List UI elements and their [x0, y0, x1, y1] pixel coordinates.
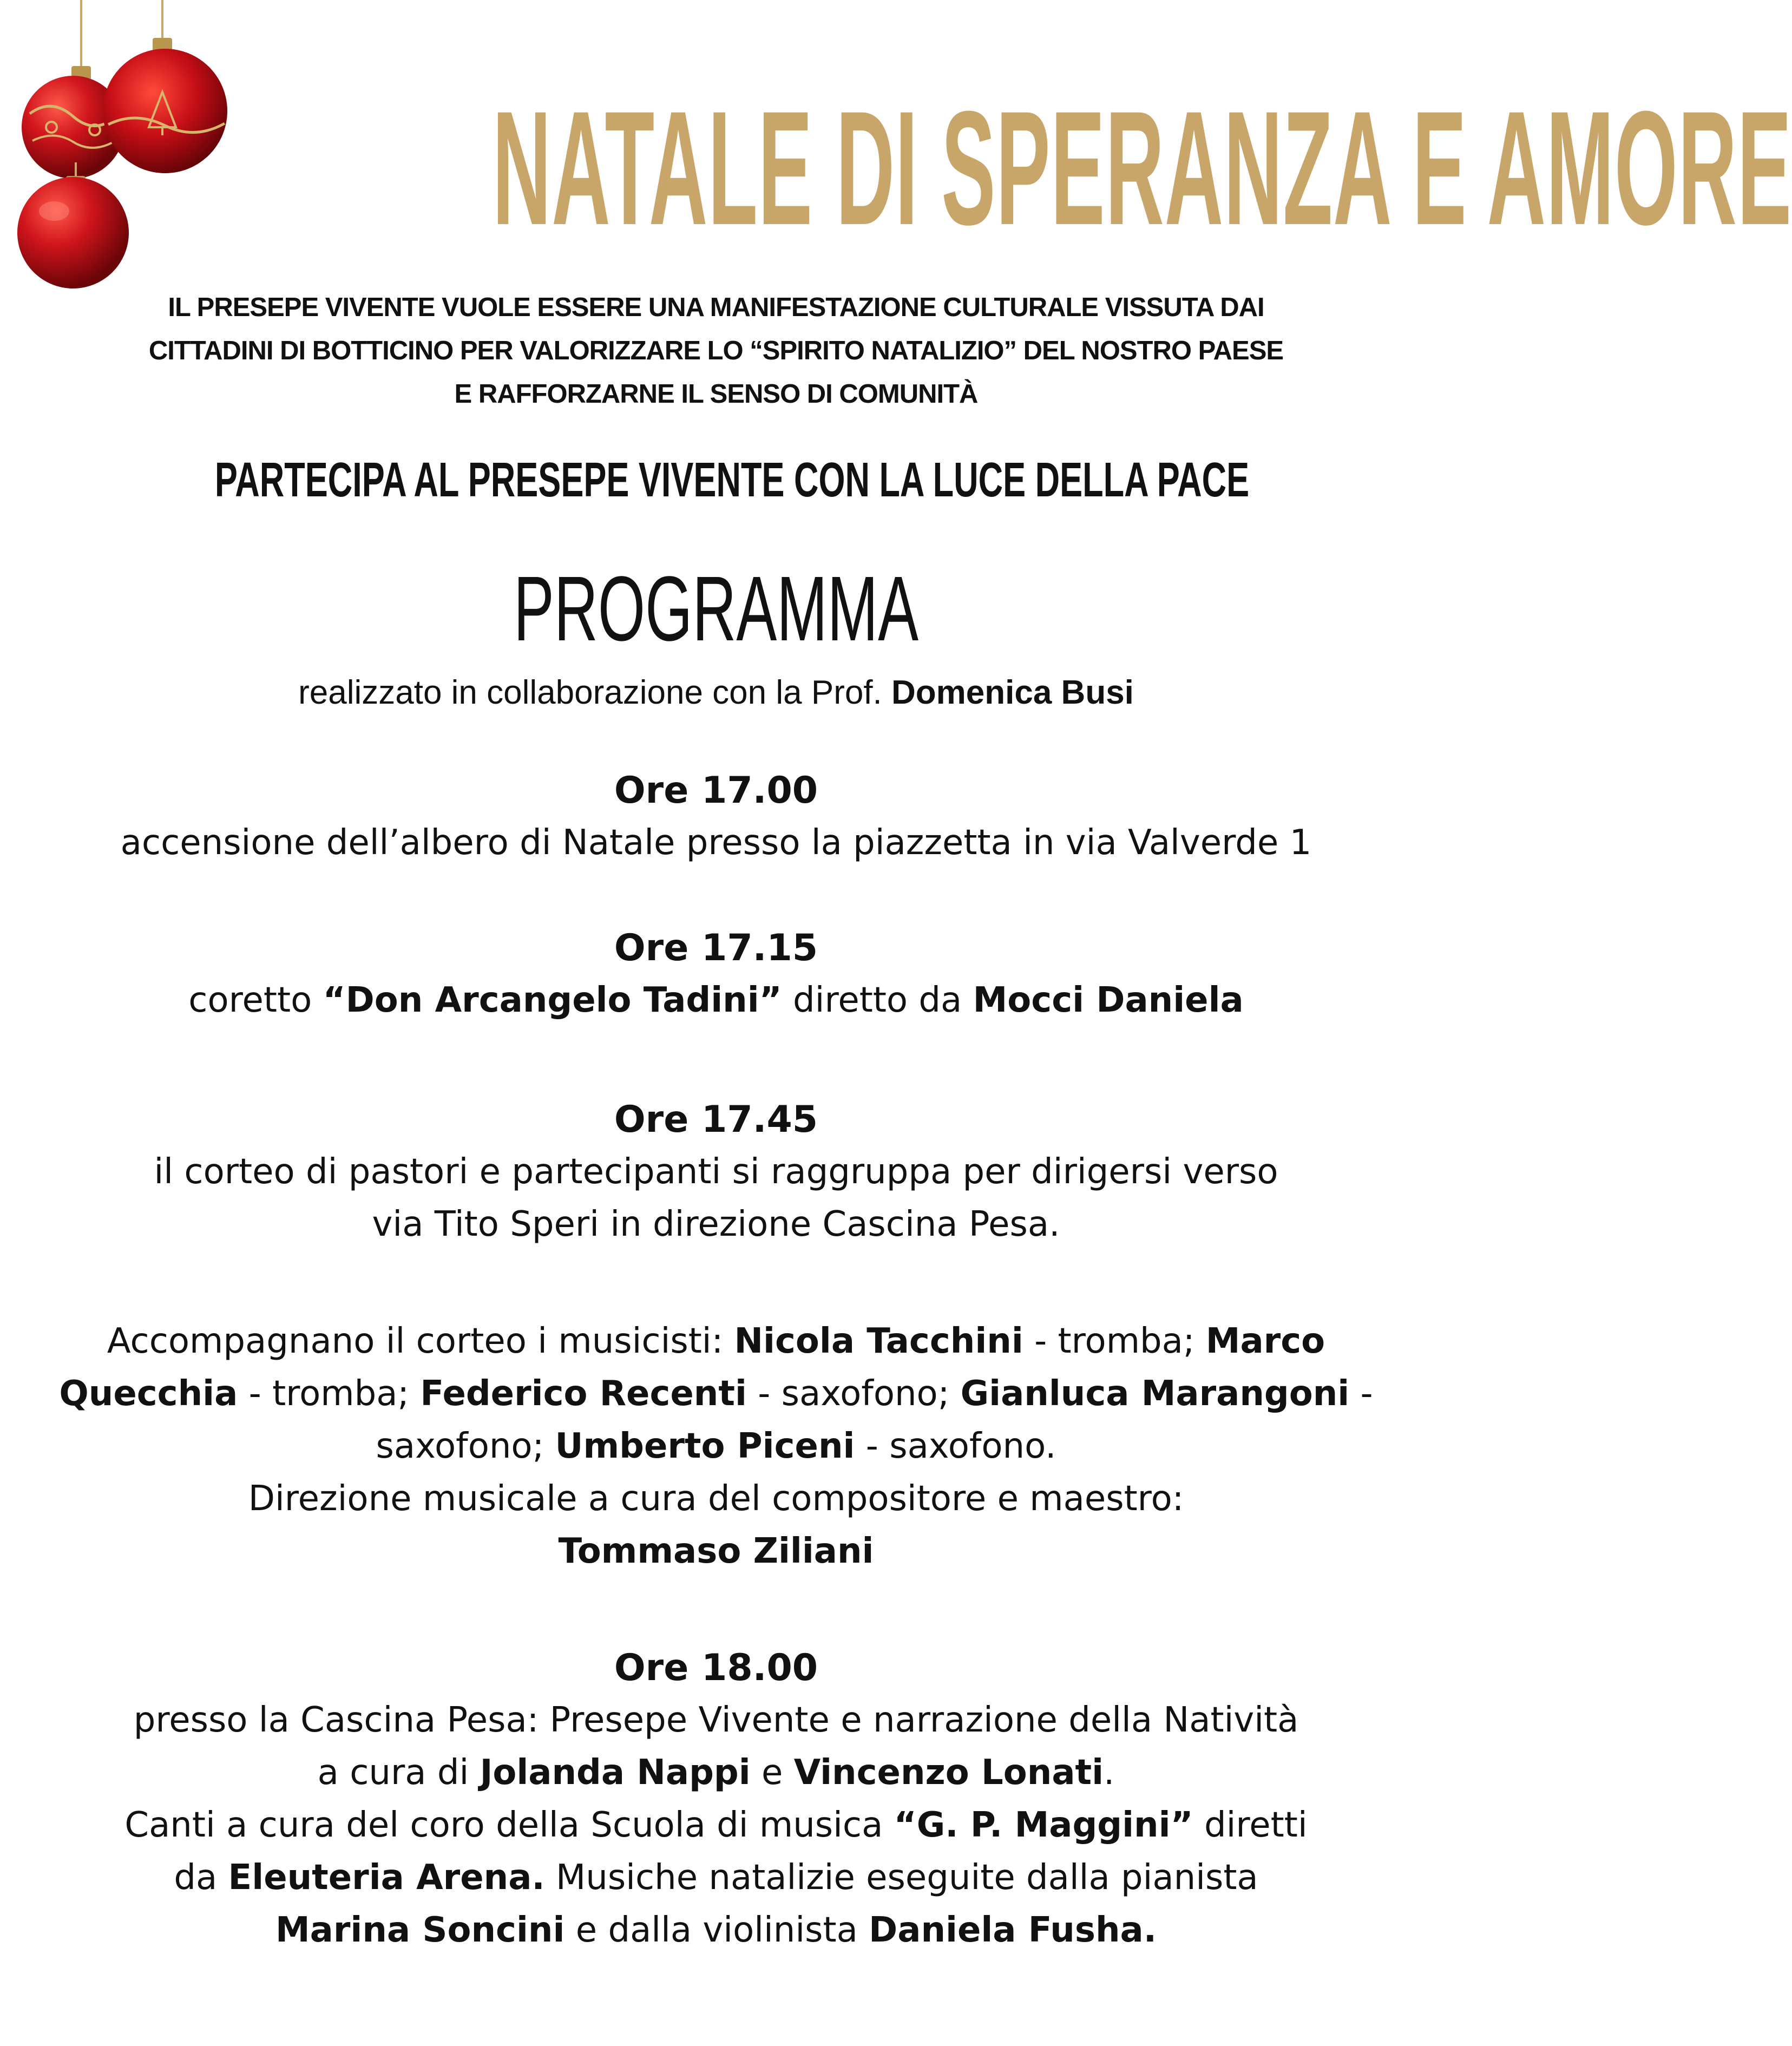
text-span: saxofono; [376, 1426, 555, 1466]
programma-heading: PROGRAMMA [513, 558, 919, 660]
text-span: - saxofono; [746, 1374, 961, 1414]
text-span: Canti a cura del coro della Scuola di musica [124, 1805, 894, 1845]
musicians-line-2 [0, 1368, 1432, 1420]
text-span: - tromba; [1023, 1321, 1206, 1361]
musician-name: Gianluca Marangoni [960, 1374, 1350, 1414]
musicians-paragraph [0, 1315, 1432, 1578]
text-span: coretto [188, 980, 323, 1020]
musician-name: Federico Recenti [420, 1374, 747, 1414]
event-description-line-2: via Tito Speri in direzione Cascina Pesa. [372, 1204, 1060, 1244]
event-time: Ore 17.45 [614, 1098, 818, 1141]
violinist-name: Daniela Fusha. [869, 1910, 1157, 1950]
text-span: diretti [1193, 1805, 1308, 1845]
text-span: - saxofono. [855, 1426, 1056, 1466]
page-title: NATALE DI SPERANZA E AMORE [493, 77, 1792, 259]
collaboration-note [0, 671, 1432, 714]
text-span: Musiche natalizie eseguite dalla pianista [544, 1858, 1258, 1898]
narrator-name: Vincenzo Lonati [793, 1753, 1104, 1793]
collab-name: Domenica Busi [891, 674, 1134, 711]
musician-name: Nicola Tacchini [734, 1321, 1023, 1361]
event-1700 [0, 764, 1432, 869]
partecipa-heading: PARTECIPA AL PRESEPE VIVENTE CON LA LUCE DELLA PACE [214, 453, 1250, 507]
director-name: Mocci Daniela [973, 980, 1244, 1020]
christmas-ornaments-icon [0, 0, 238, 303]
event-description-line-1: presso la Cascina Pesa: Presepe Vivente e narrazione della Natività [133, 1700, 1299, 1740]
event-1800 [0, 1642, 1432, 1957]
intro-line-1: IL PRESEPE VIVENTE VUOLE ESSERE UNA MANIFESTAZIONE CULTURALE VISSUTA DAI [168, 293, 1264, 322]
collab-text: realizzato in collaborazione con la Prof. [298, 674, 892, 711]
intro-line-2: CITTADINI DI BOTTICINO PER VALORIZZARE LO “SPIRITO NATALIZIO” DEL NOSTRO PAESE [148, 336, 1284, 365]
musician-name: Quecchia [59, 1374, 238, 1414]
text-span: e [750, 1753, 794, 1793]
text-span: - [1349, 1374, 1373, 1414]
pianist-name: Marina Soncini [275, 1910, 565, 1950]
text-span: a cura di [317, 1753, 480, 1793]
event-time: Ore 17.15 [614, 927, 818, 969]
musician-name: Umberto Piceni [555, 1426, 855, 1466]
event-description-line-3 [0, 1799, 1432, 1852]
event-description [0, 974, 1432, 1027]
event-1715 [0, 922, 1432, 1027]
choir-director-name: Eleuteria Arena. [228, 1858, 545, 1898]
text-span: da [174, 1858, 228, 1898]
choir-name: “Don Arcangelo Tadini” [323, 980, 782, 1020]
music-direction: Direzione musicale a cura del compositore e maestro: [248, 1479, 1184, 1519]
event-time: Ore 17.00 [614, 769, 818, 812]
event-description-line-1: il corteo di pastori e partecipanti si raggruppa per dirigersi verso [154, 1152, 1278, 1192]
event-time: Ore 18.00 [614, 1647, 818, 1689]
intro-line-3: E RAFFORZARNE IL SENSO DI COMUNITÀ [454, 379, 978, 409]
event-1745 [0, 1093, 1432, 1251]
narrator-name: Jolanda Nappi [480, 1753, 751, 1793]
text-span: . [1104, 1753, 1115, 1793]
text-span: Accompagnano il corteo i musicisti: [107, 1321, 734, 1361]
musicians-line-1 [0, 1315, 1432, 1368]
text-span: diretto da [782, 980, 973, 1020]
director-name: Tommaso Ziliani [558, 1531, 874, 1571]
intro-paragraph [0, 286, 1432, 416]
event-description-line-2 [0, 1747, 1432, 1799]
music-director-name [0, 1525, 1432, 1578]
school-name: “G. P. Maggini” [894, 1805, 1193, 1845]
event-description-line-4 [0, 1852, 1432, 1904]
event-description: accensione dell’albero di Natale presso la piazzetta in via Valverde 1 [120, 823, 1312, 863]
musicians-line-3 [0, 1420, 1432, 1473]
musician-name: Marco [1205, 1321, 1325, 1361]
text-span: - tromba; [238, 1374, 421, 1414]
text-span: e dalla violinista [564, 1910, 869, 1950]
event-description-line-5 [0, 1904, 1432, 1957]
